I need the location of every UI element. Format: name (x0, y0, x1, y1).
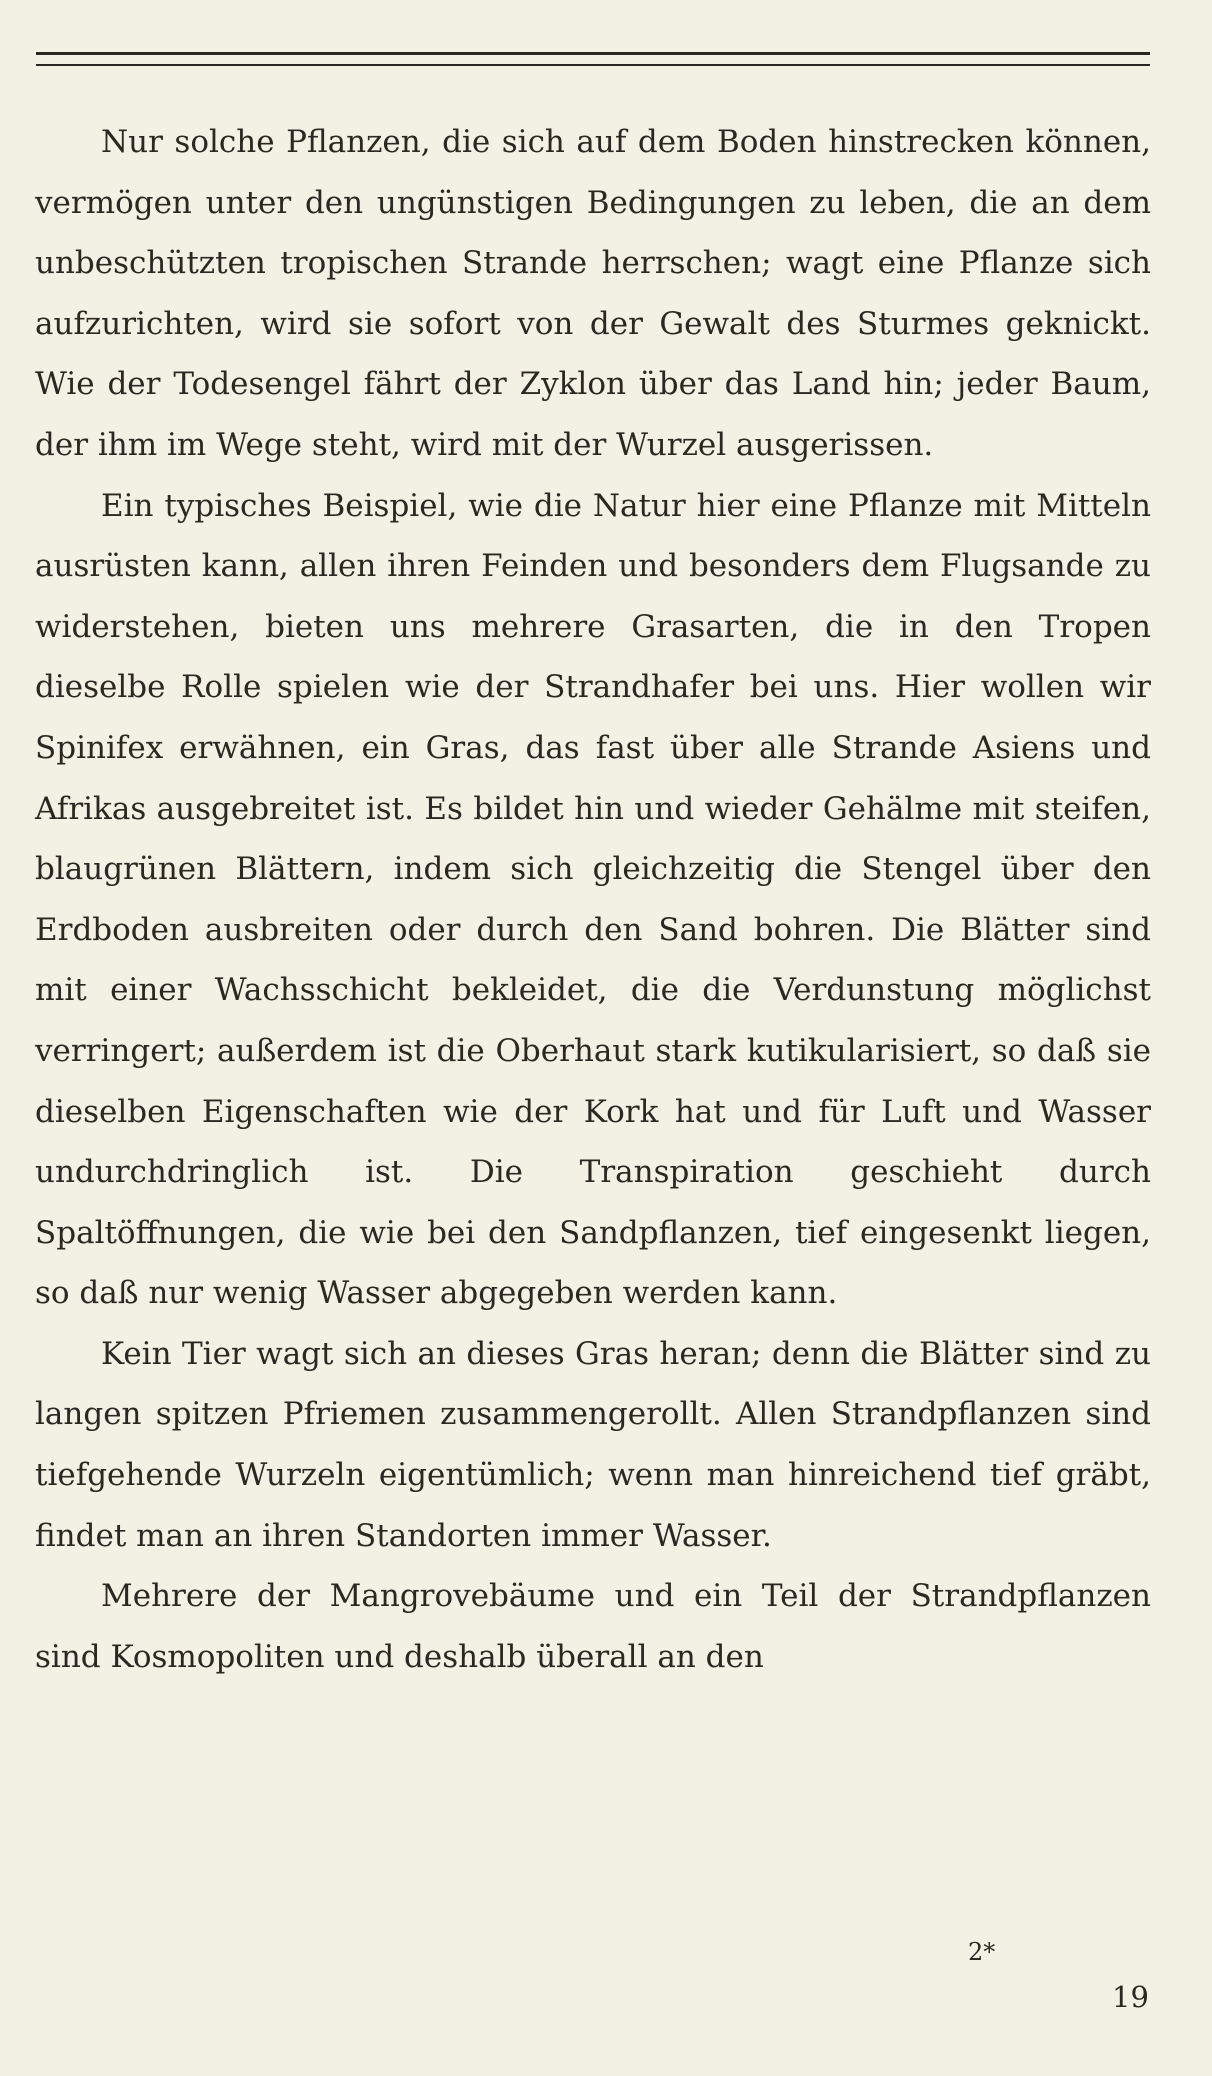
header-rule-thin (36, 64, 1150, 66)
header-rule-thick (36, 52, 1150, 55)
signature-mark: 2* (968, 1938, 996, 1966)
paragraph-2: Ein typisches Beispiel, wie die Natur hier eine Pflanze mit Mitteln ausrüsten kann, allen ihren Feinden und besonders dem Flugsande zu widerstehen, bieten uns mehrere Grasarten, die in den Tropen dieselbe Rolle spielen wie der Strandhafer bei uns. Hier wollen wir Spinifex erwähnen, ein Gras, das fast über alle Strande Asiens und Afrikas ausgebreitet ist. Es bildet hin und wieder Gehälme mit steifen, blaugrünen Blättern, indem sich gleichzeitig die Stengel über den Erdboden ausbreiten oder durch den Sand bohren. Die Blätter sind mit einer Wachsschicht bekleidet, die die Verdunstung möglichst verringert; außerdem ist die Oberhaut stark kutikularisiert, so daß sie dieselben Eigenschaften wie der Kork hat und für Luft und Wasser undurchdringlich ist. Die Transpiration geschieht durch Spaltöffnungen, die wie bei den Sandpflanzen, tief eingesenkt liegen, so daß nur wenig Wasser abgegeben werden kann. (35, 487, 1151, 1312)
paragraph-1: Nur solche Pflanzen, die sich auf dem Boden hinstrecken können, vermögen unter den ungünstigen Bedingungen zu leben, die an dem unbeschützten tropischen Strande herrschen; wagt eine Pflanze sich aufzurichten, wird sie sofort von der Gewalt des Sturmes geknickt. Wie der Todesengel fährt der Zyklon über das Land hin; jeder Baum, der ihm im Wege steht, wird mit der Wurzel ausgerissen. (35, 124, 1151, 463)
paragraph-3: Kein Tier wagt sich an dieses Gras heran; denn die Blätter sind zu langen spitzen Pfriemen zusammengerollt. Allen Strandpflanzen sind tiefgehende Wurzeln eigentümlich; wenn man hinreichend tief gräbt, findet man an ihren Standorten immer Wasser. (35, 1335, 1151, 1554)
body-text (35, 112, 1151, 1687)
page-number: 19 (1112, 1980, 1149, 2014)
paragraph-4: Mehrere der Mangrovebäume und ein Teil der Strandpflanzen sind Kosmopoliten und deshalb überall an den (35, 1578, 1151, 1675)
